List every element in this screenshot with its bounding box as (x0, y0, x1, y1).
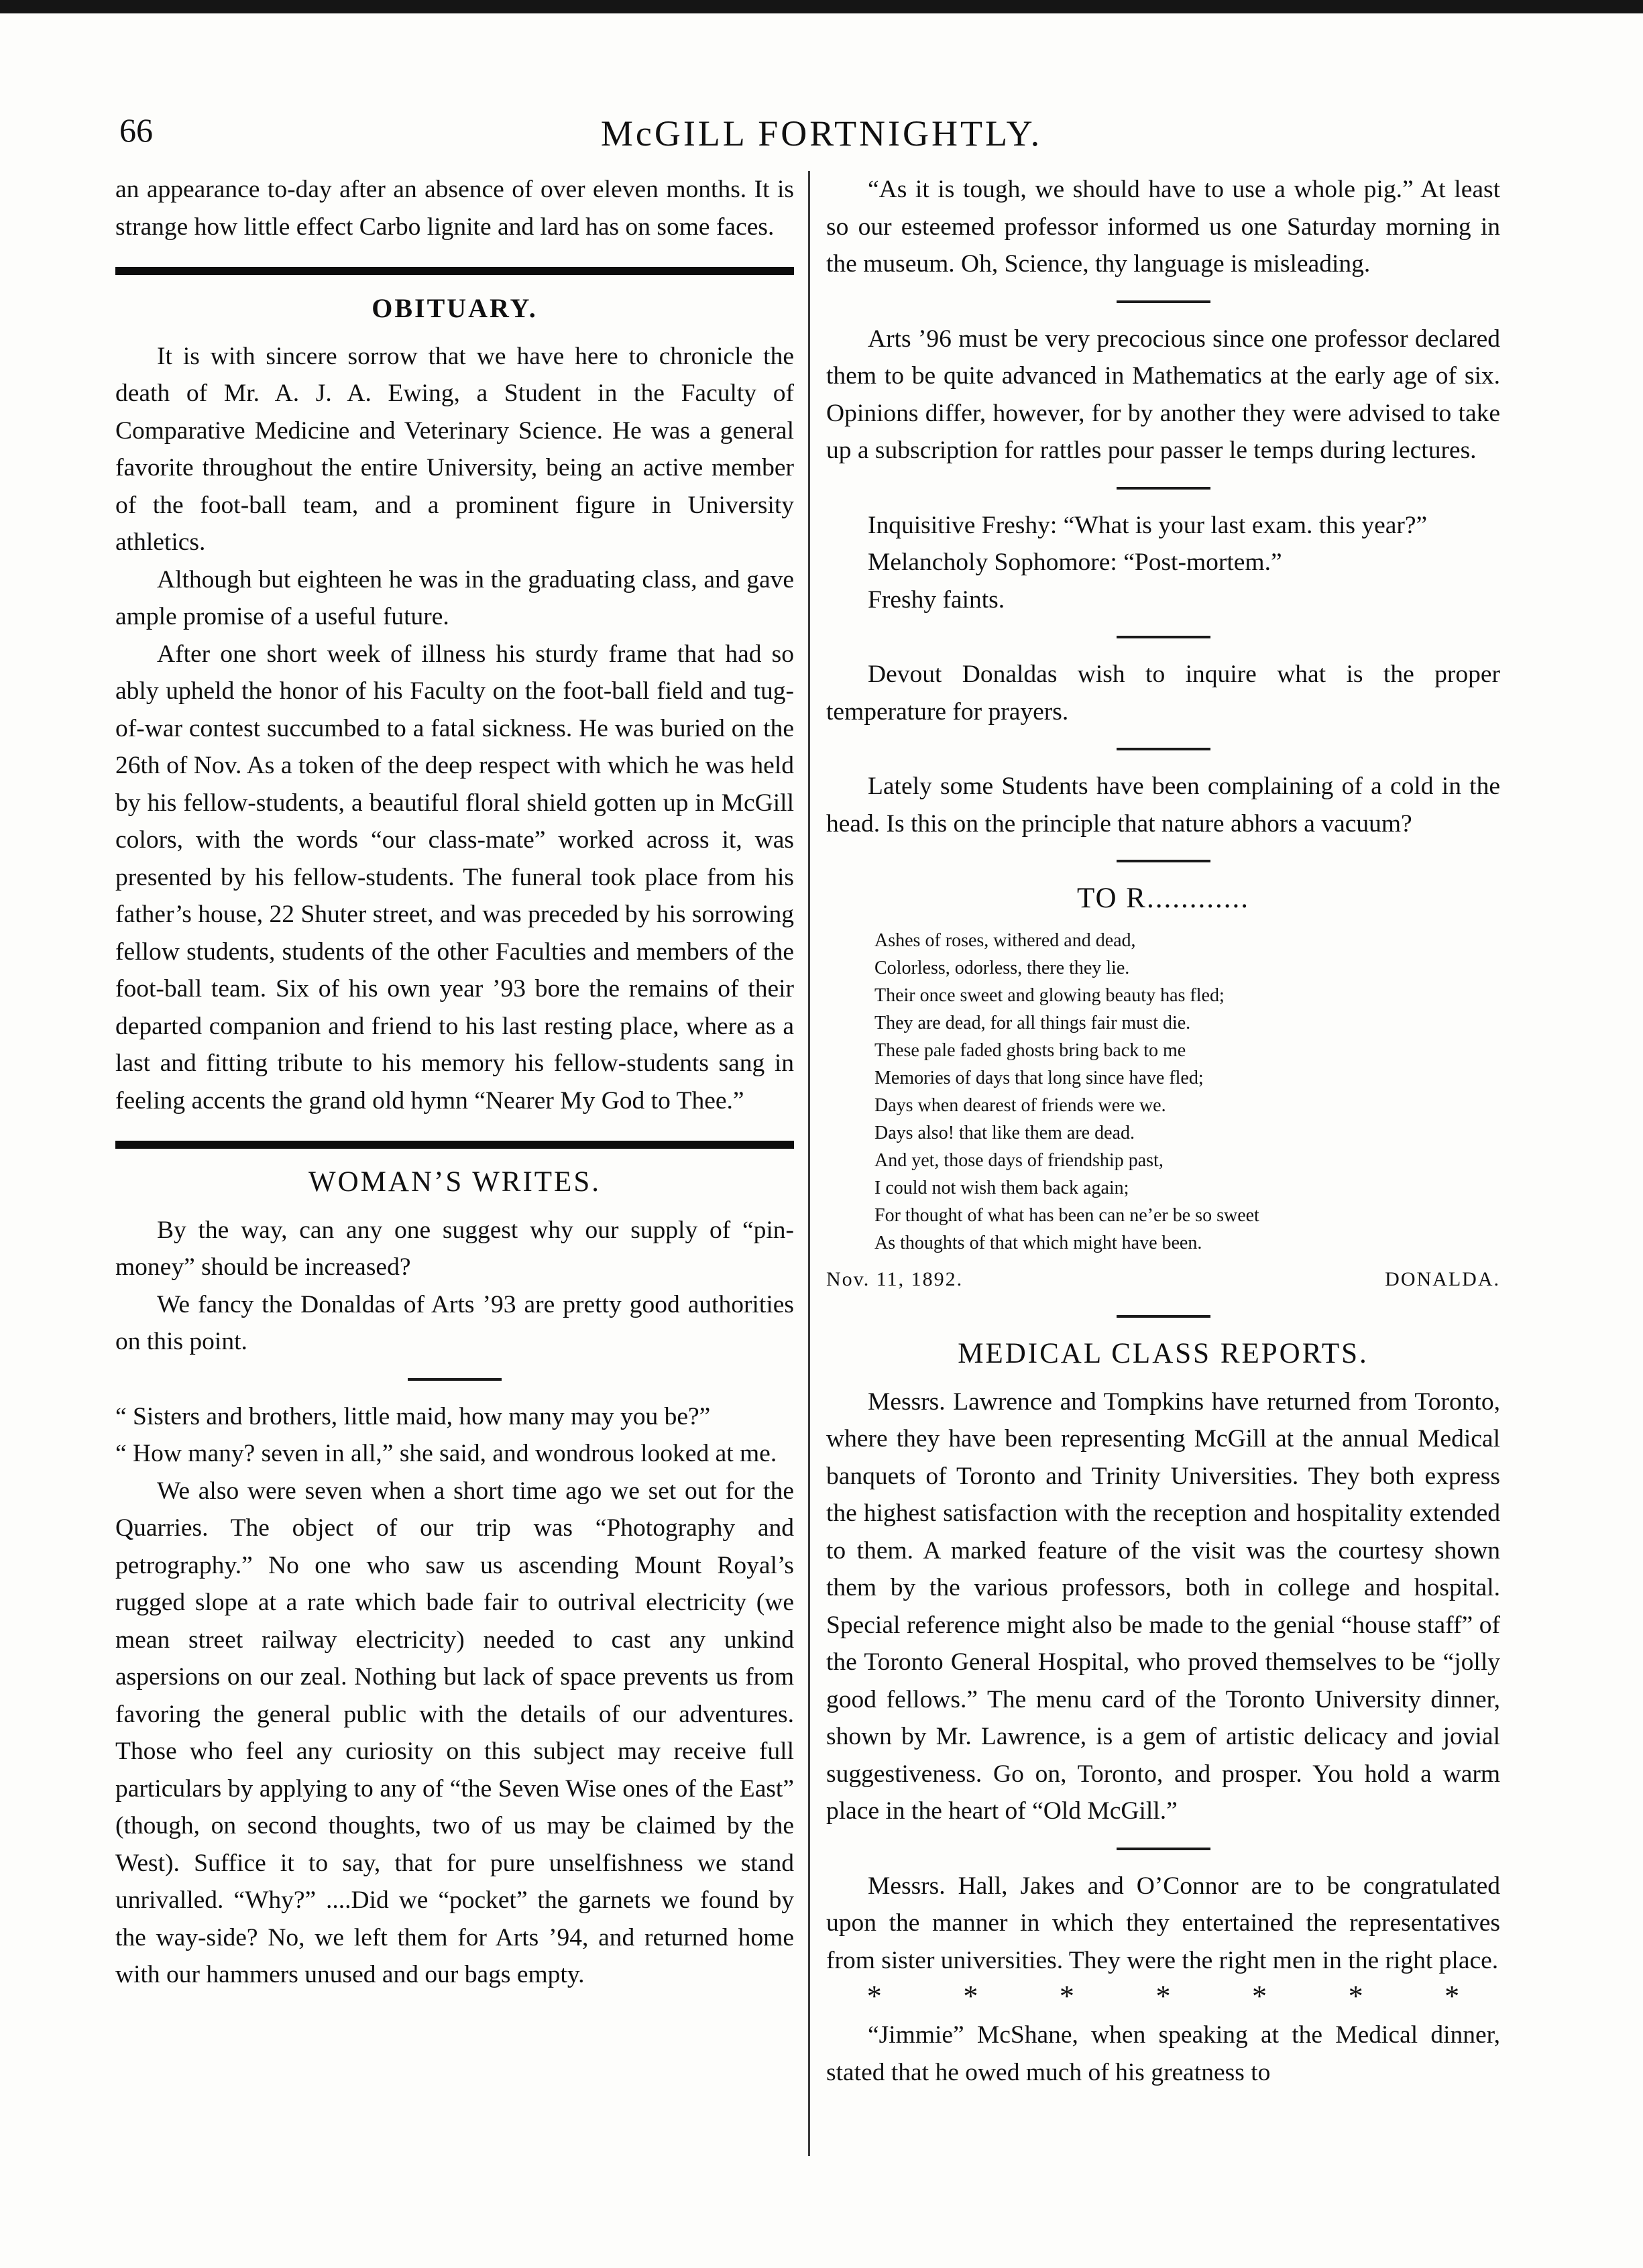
medical-reports-heading: MEDICAL CLASS REPORTS. (958, 1338, 1369, 1369)
item-separator (1117, 300, 1210, 303)
note-paragraph: Lately some Students have been complaining of a cold in the head. Is this on the principle that nature abhors a vacuum? (826, 773, 1500, 838)
section-rule (115, 1141, 794, 1149)
obituary-paragraph: It is with sincere sorrow that we have here to chronicle the death of Mr. A. J. A. Ewing, a Student in the Faculty of Comparative Medicine and Veterinary Science. He was a general favorite throughout the entire University, being an active member of the foot-ball team, and a prominent figure in University athletics. (115, 342, 794, 556)
page-number: 66 (119, 111, 153, 149)
column-divider (808, 171, 810, 2156)
poem-title: TO R............ (1077, 883, 1249, 914)
dialogue-line: Melancholy Sophomore: “Post-mortem.” (868, 549, 1282, 576)
item-separator (1117, 1848, 1210, 1850)
womans-writes-paragraph: We also were seven when a short time ago we set out for the Quarries. The object of our trip was “Photography and petrography.” No one who saw us ascending Mount Royal’s rugged slope at a rate which bade fair to outrival electricity (we mean street railway electricity) needed to cast any unkind aspersions on our zeal. Nothing but lack of space prevents us from favoring the general public with the details of our adventures. Those who feel any curiosity on this subject may receive full particulars by applying to any of “the Seven Wise ones of the East” (though, on second thoughts, two of us may be claimed by the West). Suffice it to say, that for pure unselfishness we stand unrivalled. “Why?” ....Did we “pocket” the garnets we found by the way-side? No, we left them for Arts ’94, and returned home with our hammers unused and our bags empty. (115, 1477, 794, 1988)
asterisk: * (963, 1980, 978, 2012)
item-separator (1117, 1315, 1210, 1318)
obituary-paragraph: After one short week of illness his sturdy frame that had so ably upheld the honor of his Faculty on the foot-ball field and tug-of-war contest succumbed to a fatal sickness. He was buried on the 26th of Nov. As a token of the deep respect with which he was held by his fellow-students, a beautiful floral shield gotten up in McGill colors, with the words “our class-mate” worked across it, was presented by his fellow-students. The funeral took place from his father’s house, 22 Shuter street, and was preceded by his sorrowing fellow students, students of the other Faculties and members of the foot-ball team. Six of his own year ’93 bore the remains of their departed companion and friend to his last resting place, where as a last and fitting tribute to his memory his fellow-students sang in feeling accents the grand old hymn “Nearer My God to Thee.” (115, 640, 794, 1115)
right-column (826, 171, 1500, 2091)
note-paragraph: “As it is tough, we should have to use a whole pig.” At least so our esteemed professor informed us one Saturday morning in the museum. Oh, Science, thy language is misleading. (826, 176, 1500, 278)
medical-paragraph: “Jimmie” McShane, when speaking at the Medical dinner, stated that he owed much of his greatness to (826, 2021, 1500, 2086)
obituary-paragraph: Although but eighteen he was in the graduating class, and gave ample promise of a useful future. (115, 565, 794, 630)
left-column (115, 171, 794, 1994)
poem-signature-line (826, 1261, 1500, 1298)
poem-line: Colorless, odorless, there they lie. (874, 957, 1130, 978)
dialogue-line: Freshy faints. (868, 585, 1005, 614)
item-separator (408, 1378, 502, 1381)
asterisk: * (1252, 1980, 1267, 2012)
medical-paragraph: Messrs. Lawrence and Tompkins have returned from Toronto, where they have been representing McGill at the annual Medical banquets of Toronto and Trinity Universities. They both express the highest satisfaction with the reception and hospitality extended to them. A marked feature of the visit was the courtesy shown them by the various professors, both in college and hospital. Special reference might also be made to the genial “house staff” of the Toronto General Hospital, who proved themselves to be “jolly good fellows.” The menu card of the Toronto University dinner, shown by Mr. Lawrence, is a gem of artistic delicacy and jovial suggestiveness. Go on, Toronto, and prosper. You hold a warm place in the heart of “Old McGill.” (826, 1387, 1500, 1825)
poem-line: They are dead, for all things fair must die. (874, 1012, 1191, 1033)
note-paragraph: Devout Donaldas wish to inquire what is the proper temperature for prayers. (826, 661, 1500, 726)
womans-writes-heading: WOMAN’S WRITES. (308, 1166, 601, 1198)
poem-line: Days when dearest of friends were we. (874, 1094, 1166, 1116)
section-rule (115, 267, 794, 275)
poem-line: For thought of what has been can ne’er be so sweet (874, 1204, 1259, 1226)
poem-line: These pale faded ghosts bring back to me (874, 1039, 1186, 1061)
asterisk-break (826, 1980, 1500, 2012)
intro-paragraph: an appearance to-day after an absence of over eleven months. It is strange how little effect Carbo lignite and lard has on some faces. (115, 176, 794, 241)
dialogue-line: Inquisitive Freshy: “What is your last exam. this year?” (868, 511, 1428, 539)
item-separator (1117, 748, 1210, 750)
asterisk: * (1059, 1980, 1074, 2012)
item-separator (1117, 636, 1210, 638)
medical-paragraph: Messrs. Hall, Jakes and O’Connor are to be congratulated upon the manner in which they entertained the representatives from sister universities. They were the right men in the right place. (826, 1872, 1500, 1974)
asterisk: * (1155, 1980, 1171, 2012)
poem-date: Nov. 11, 1892. (826, 1267, 964, 1290)
note-paragraph: Arts ’96 must be very precocious since one professor declared them to be quite advanced in Mathematics at the early age of six. Opinions differ, however, for by another they were advised to take up a subscription for rattles pour passer le temps during lectures. (826, 325, 1500, 464)
womans-writes-paragraph: We fancy the Donaldas of Arts ’93 are pretty good authorities on this point. (115, 1290, 794, 1355)
poem-line: I could not wish them back again; (874, 1177, 1129, 1198)
poem-line: Days also! that like them are dead. (874, 1122, 1135, 1143)
poem-line: As thoughts of that which might have been. (874, 1232, 1202, 1253)
asterisk: * (1444, 1980, 1460, 2012)
running-title: McGILL FORTNIGHTLY. (600, 113, 1043, 154)
verse-quote: “ Sisters and brothers, little maid, how many may you be?” (115, 1402, 711, 1430)
poem-body (874, 927, 1458, 1257)
womans-writes-paragraph: By the way, can any one suggest why our supply of “pin-money” should be increased? (115, 1216, 794, 1281)
poem-line: Their once sweet and glowing beauty has fled; (874, 984, 1225, 1006)
obituary-heading: OBITUARY. (372, 293, 538, 323)
poem-line: And yet, those days of friendship past, (874, 1149, 1164, 1171)
poem-signature: DONALDA. (1385, 1267, 1500, 1290)
asterisk: * (866, 1980, 882, 2012)
poem-line: Memories of days that long since have fled; (874, 1067, 1204, 1088)
item-separator (1117, 487, 1210, 490)
verse-quote: “ How many? seven in all,” she said, and wondrous looked at me. (115, 1440, 777, 1467)
poem-line: Ashes of roses, withered and dead, (874, 929, 1136, 951)
item-separator (1117, 860, 1210, 862)
top-border-rule (0, 0, 1643, 13)
asterisk: * (1348, 1980, 1363, 2012)
